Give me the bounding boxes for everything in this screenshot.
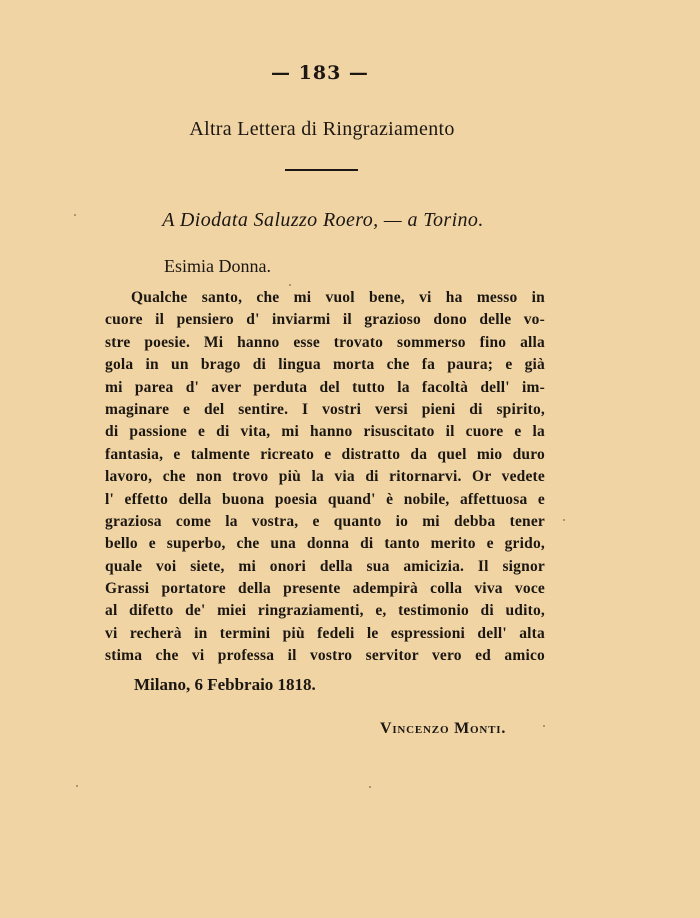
body-line: gola in un brago di lingua morta che fa paura; e già [105, 356, 545, 374]
body-line: Qualche santo, che mi vuol bene, vi ha messo in [131, 289, 545, 306]
body-line: Grassi portatore della presente adempirà colla viva voce [105, 580, 545, 598]
body-line: mi parea d' aver perduta del tutto la facoltà dell' im- [105, 378, 545, 396]
body-line: stima che vi professa il vostro servitor vero ed amico [105, 647, 545, 665]
body-line: maginare e del sentire. I vostri versi pieni di spirito, [105, 400, 545, 418]
body-line: stre poesie. Mi hanno esse trovato sommerso fino alla [105, 333, 545, 351]
paper-speck [76, 785, 78, 787]
body-line: vi recherà in termini più fedeli le espressioni dell' alta [105, 624, 545, 642]
letter-title: Altra Lettera di Ringraziamento [189, 118, 455, 140]
letter-salutation: Esimia Donna. [164, 256, 271, 276]
paper-speck [289, 284, 291, 286]
body-line: di passione e di vita, mi hanno risuscitato il cuore e la [105, 423, 545, 441]
body-line: al difetto de' miei ringraziamenti, e, testimonio di udito, [105, 602, 545, 620]
letter-signature: Vincenzo Monti. [380, 720, 507, 737]
paper-speck [563, 519, 565, 521]
paper-speck [369, 786, 371, 788]
letter-addressee: A Diodata Saluzzo Roero, — a Torino. [162, 209, 484, 231]
body-line: lavoro, che non trovo più la via di ritornarvi. Or vedete [105, 468, 545, 486]
paper-speck [74, 214, 76, 216]
page-number: — 183 — [271, 62, 369, 84]
letter-body [105, 287, 545, 668]
body-line: graziosa come la vostra, e quanto io mi debba tener [105, 512, 545, 530]
letter-dateline: Milano, 6 Febbraio 1818. [134, 675, 316, 694]
body-line: bello e superbo, che una donna di tanto merito e grido, [105, 535, 545, 553]
body-line: quale voi siete, mi onori della sua amicizia. Il signor [105, 557, 545, 575]
body-line: l' effetto della buona poesia quand' è nobile, affettuosa e [105, 490, 545, 508]
body-line: cuore il pensiero d' inviarmi il grazioso dono delle vo- [105, 311, 545, 329]
title-rule [285, 169, 358, 171]
body-line: fantasia, e talmente ricreato e distratto da quel mio duro [105, 445, 545, 463]
paper-speck [543, 725, 545, 727]
